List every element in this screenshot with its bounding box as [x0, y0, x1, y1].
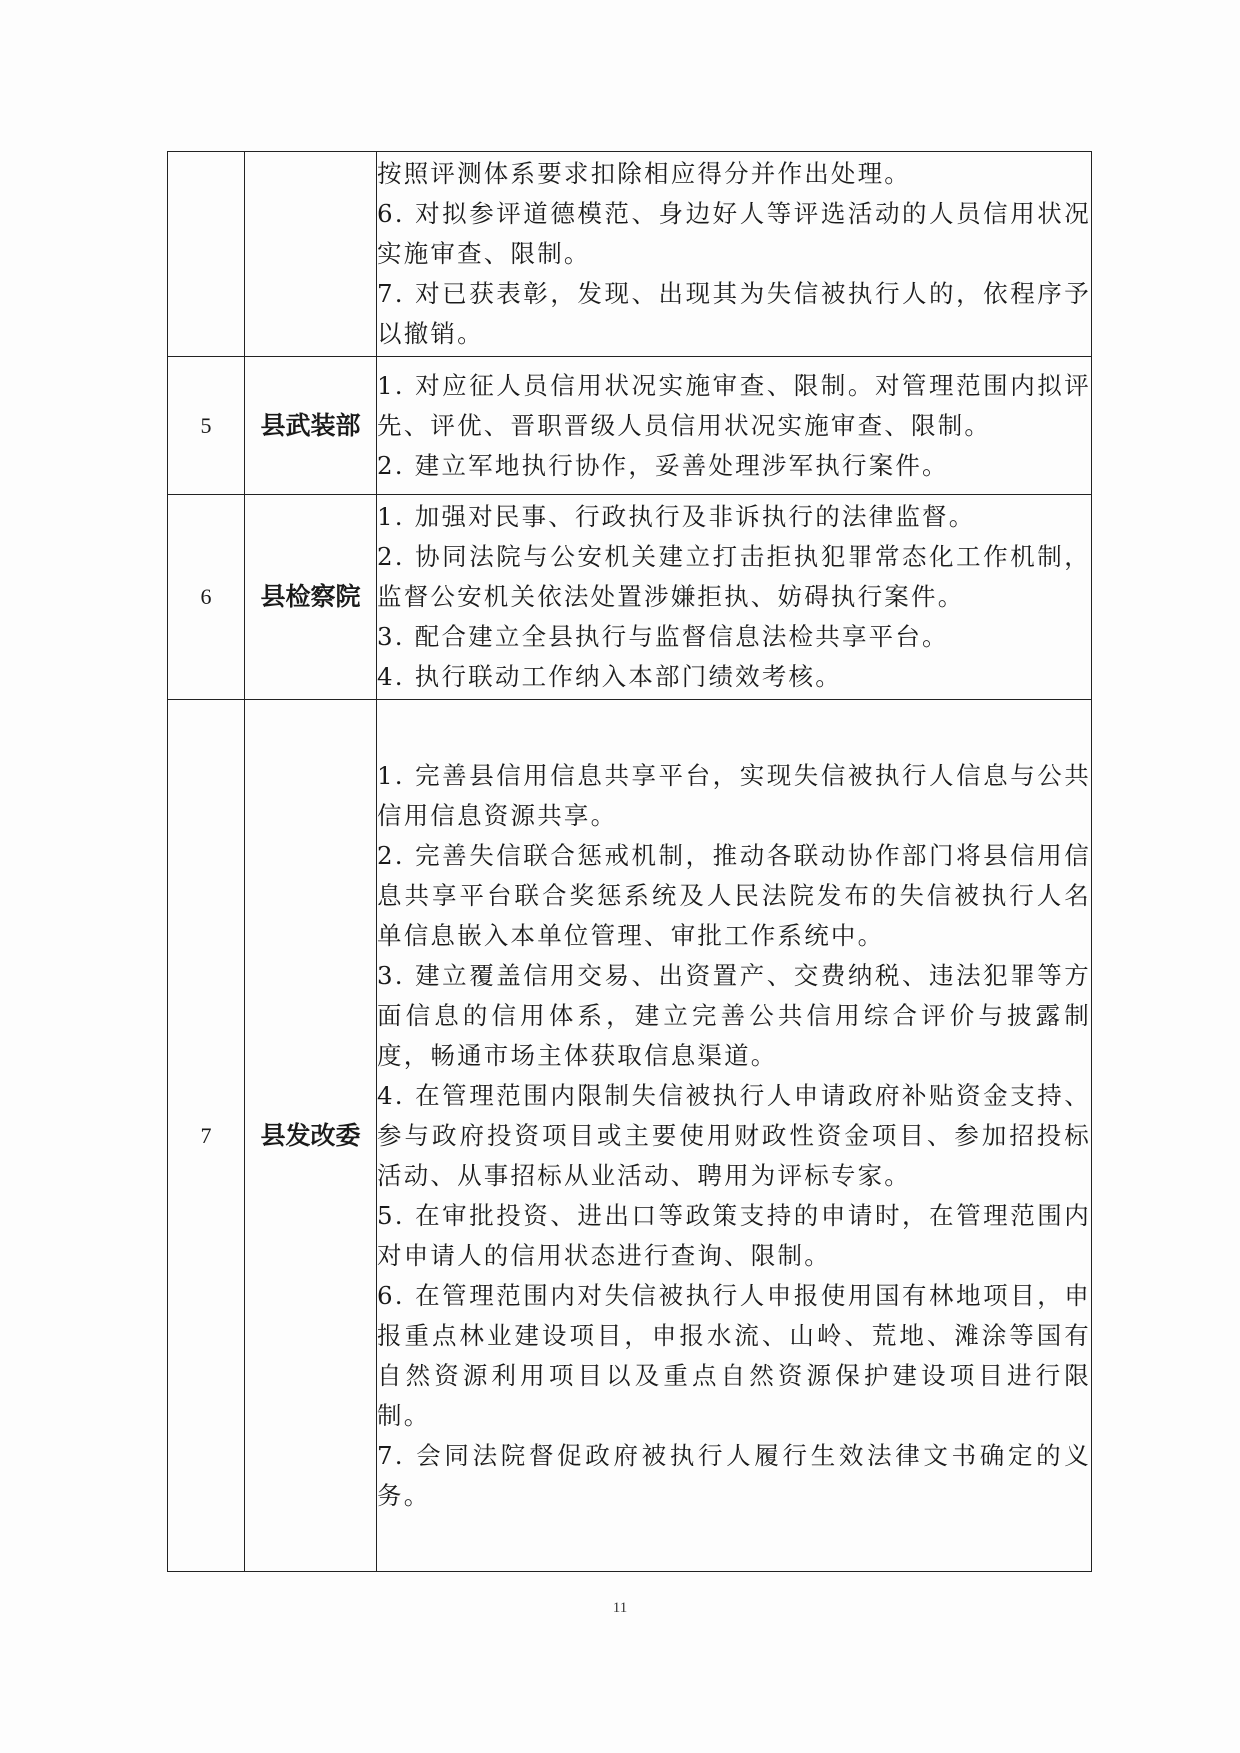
table-row	[168, 152, 1092, 357]
row-number	[168, 152, 245, 357]
duty-item: 5. 在审批投资、进出口等政策支持的申请时，在管理范围内对申请人的信用状态进行查询、限制。	[377, 1200, 1091, 1270]
department-name: 县发改委	[245, 700, 377, 1572]
department-name: 县检察院	[245, 495, 377, 700]
duty-item: 3. 建立覆盖信用交易、出资置产、交费纳税、违法犯罪等方面信息的信用体系，建立完善公共信用综合评价与披露制度，畅通市场主体获取信息渠道。	[377, 960, 1091, 1070]
row-number: 6	[168, 495, 245, 700]
department-name	[245, 152, 377, 357]
row-number: 5	[168, 357, 245, 495]
duty-item: 1. 对应征人员信用状况实施审查、限制。对管理范围内拟评先、评优、晋职晋级人员信用状况实施审查、限制。	[377, 370, 1091, 440]
duty-item: 6. 在管理范围内对失信被执行人申报使用国有林地项目，申报重点林业建设项目，申报水流、山岭、荒地、滩涂等国有自然资源利用项目以及重点自然资源保护建设项目进行限制。	[377, 1280, 1091, 1430]
duty-item: 3. 配合建立全县执行与监督信息法检共享平台。	[377, 622, 949, 651]
page-number: 11	[612, 1600, 628, 1616]
duty-item: 7. 会同法院督促政府被执行人履行生效法律文书确定的义务。	[377, 1440, 1091, 1510]
duty-item: 按照评测体系要求扣除相应得分并作出处理。	[377, 159, 911, 188]
duty-item: 2. 协同法院与公安机关建立打击拒执犯罪常态化工作机制，监督公安机关依法处置涉嫌拒执、妨碍执行案件。	[377, 542, 1091, 611]
duties-table	[167, 151, 1092, 1572]
table-row	[168, 495, 1092, 700]
duty-item: 4. 执行联动工作纳入本部门绩效考核。	[377, 662, 842, 691]
duty-item: 6. 对拟参评道德模范、身边好人等评选活动的人员信用状况实施审查、限制。	[377, 199, 1091, 268]
duty-item: 7. 对已获表彰，发现、出现其为失信被执行人的，依程序予以撤销。	[377, 279, 1091, 348]
duty-item: 1. 完善县信用信息共享平台，实现失信被执行人信息与公共信用信息资源共享。	[377, 760, 1091, 830]
duty-content	[377, 152, 1092, 357]
duty-content	[377, 700, 1092, 1572]
duty-content	[377, 495, 1092, 700]
table-row	[168, 700, 1092, 1572]
duty-item: 1. 加强对民事、行政执行及非诉执行的法律监督。	[377, 502, 976, 531]
table-row	[168, 357, 1092, 495]
row-number: 7	[168, 700, 245, 1572]
department-name: 县武装部	[245, 357, 377, 495]
duty-item: 2. 完善失信联合惩戒机制，推动各联动协作部门将县信用信息共享平台联合奖惩系统及人民法院发布的失信被执行人名单信息嵌入本单位管理、审批工作系统中。	[377, 840, 1091, 950]
duty-item: 4. 在管理范围内限制失信被执行人申请政府补贴资金支持、参与政府投资项目或主要使用财政性资金项目、参加招投标活动、从事招标从业活动、聘用为评标专家。	[377, 1080, 1091, 1190]
duty-content	[377, 357, 1092, 495]
duty-item: 2. 建立军地执行协作，妥善处理涉军执行案件。	[377, 450, 949, 480]
